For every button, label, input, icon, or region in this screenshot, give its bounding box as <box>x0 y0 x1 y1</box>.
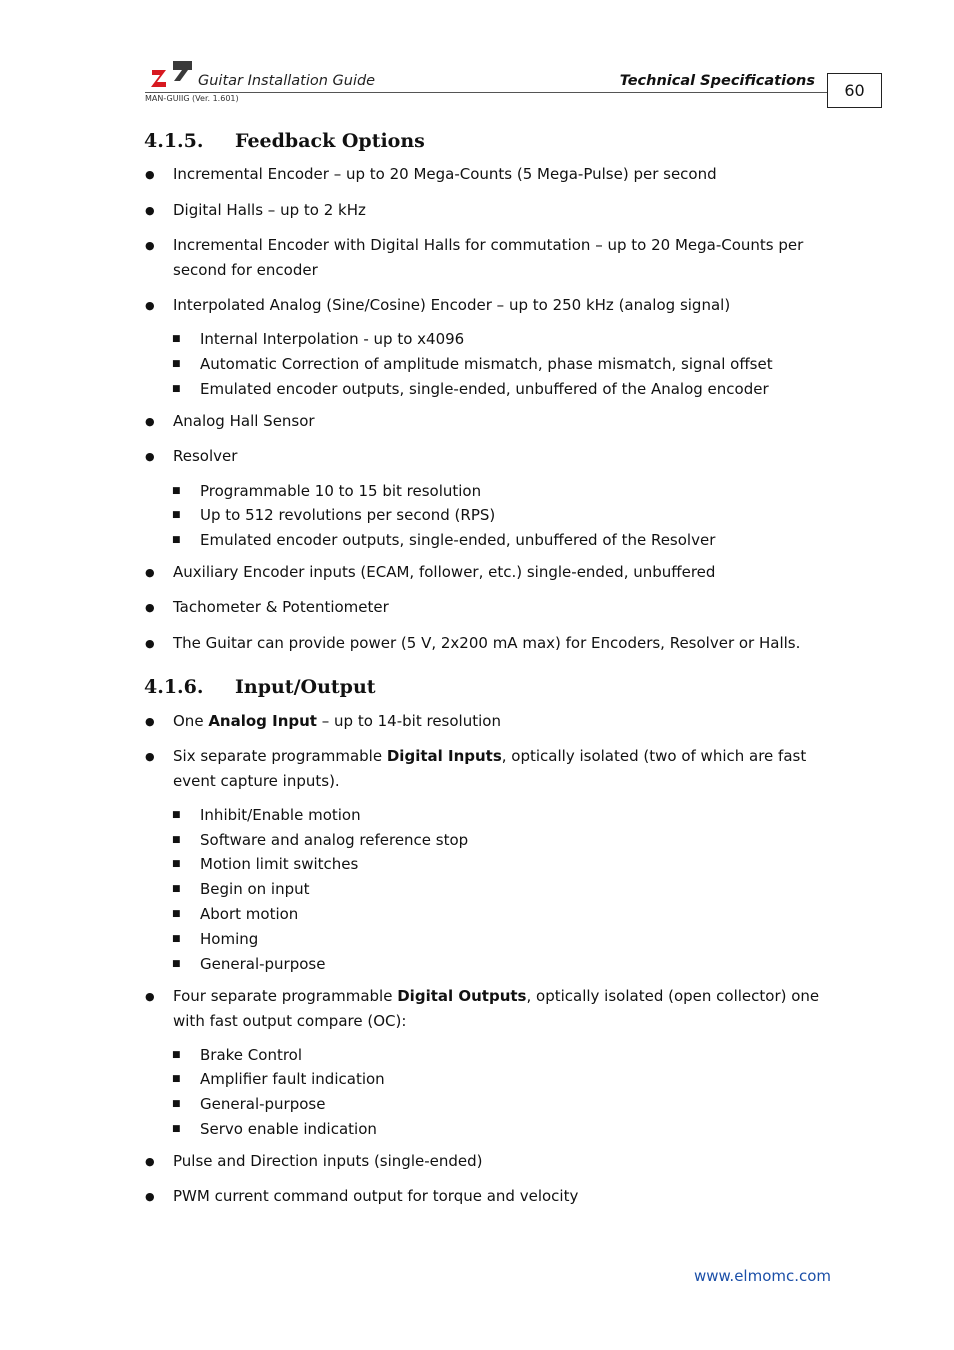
text-run: , optically isolated (open collector) one with fast output compare (OC): <box>173 987 820 1030</box>
section-title: Technical Specifications <box>619 73 815 89</box>
square-bullet-icon: ■ <box>172 535 181 545</box>
sub-list-item <box>172 1117 832 1142</box>
square-bullet-icon: ■ <box>172 384 181 394</box>
sub-list-item-text: General-purpose <box>200 955 326 973</box>
sub-list-item-text: Inhibit/Enable motion <box>200 806 361 824</box>
sub-list-item <box>172 528 832 553</box>
square-bullet-icon: ■ <box>172 359 181 369</box>
list-item-text: Auxiliary Encoder inputs (ECAM, follower, etc.) single-ended, unbuffered <box>173 563 716 581</box>
page-number <box>827 73 882 108</box>
document-title: Guitar Installation Guide <box>198 73 376 89</box>
sub-list-item <box>172 503 832 528</box>
sub-list-item-text: Emulated encoder outputs, single-ended, unbuffered of the Analog encoder <box>200 380 769 398</box>
list-item-text: Incremental Encoder – up to 20 Mega-Counts (5 Mega-Pulse) per second <box>173 165 717 183</box>
sub-list-item-text: Automatic Correction of amplitude mismatch, phase mismatch, signal offset <box>200 355 773 373</box>
list-item-text: Tachometer & Potentiometer <box>173 598 389 616</box>
list-item <box>145 560 835 585</box>
list-item <box>145 595 835 620</box>
bullet-icon: ● <box>145 204 155 217</box>
bold-term: Digital Outputs <box>397 987 527 1005</box>
section-number: 4.1.5. <box>144 130 204 152</box>
list-item-text: Interpolated Analog (Sine/Cosine) Encoder – up to 250 kHz (analog signal) <box>173 296 731 314</box>
section-heading-text: Feedback Options <box>235 130 425 152</box>
sub-list-item-text: Abort motion <box>200 905 299 923</box>
list-item <box>145 709 835 734</box>
list-item <box>145 744 835 794</box>
elmo-logo <box>148 58 194 88</box>
text-run: One <box>173 712 209 730</box>
sub-list-item <box>172 1092 832 1117</box>
list-item <box>145 444 835 469</box>
list-item <box>145 631 835 656</box>
sub-list-item-text: Motion limit switches <box>200 855 359 873</box>
page-header <box>145 56 885 106</box>
sub-list-item <box>172 828 832 853</box>
sub-list-item-text: Emulated encoder outputs, single-ended, unbuffered of the Resolver <box>200 531 716 549</box>
square-bullet-icon: ■ <box>172 1124 181 1134</box>
sub-list-item-text: Servo enable indication <box>200 1120 377 1138</box>
bullet-icon: ● <box>145 715 155 728</box>
square-bullet-icon: ■ <box>172 835 181 845</box>
sub-list-item <box>172 803 832 828</box>
list-item <box>145 1149 835 1174</box>
text-run: – up to 14-bit resolution <box>316 712 501 730</box>
square-bullet-icon: ■ <box>172 486 181 496</box>
bullet-icon: ● <box>145 1190 155 1203</box>
header-divider <box>145 92 827 93</box>
bullet-icon: ● <box>145 1155 155 1168</box>
section-heading-text: Input/Output <box>235 676 376 698</box>
bold-term: Analog Input <box>208 712 317 730</box>
sub-list-item-text: Programmable 10 to 15 bit resolution <box>200 482 482 500</box>
list-item-text: The Guitar can provide power (5 V, 2x200 mA max) for Encoders, Resolver or Halls. <box>173 634 801 652</box>
sub-list-item <box>172 927 832 952</box>
section-number: 4.1.6. <box>144 676 204 698</box>
list-item-text: Analog Hall Sensor <box>173 412 315 430</box>
sub-list-item-text: Internal Interpolation - up to x4096 <box>200 330 465 348</box>
sub-list-item <box>172 1067 832 1092</box>
list-item-text: Incremental Encoder with Digital Halls for commutation – up to 20 Mega-Counts per second for encoder <box>173 236 804 279</box>
list-item <box>145 233 835 283</box>
square-bullet-icon: ■ <box>172 810 181 820</box>
sub-list-item-text: Up to 512 revolutions per second (RPS) <box>200 506 496 524</box>
list-item-text: Resolver <box>173 447 238 465</box>
list-item-text <box>173 744 835 794</box>
page-number-text: 60 <box>844 81 865 100</box>
footer-website-link[interactable]: www.elmomc.com <box>694 1267 832 1285</box>
bullet-icon: ● <box>145 239 155 252</box>
text-run: , optically isolated (two of which are fast event capture inputs). <box>173 747 807 790</box>
bullet-icon: ● <box>145 637 155 650</box>
text-run: Six separate programmable <box>173 747 387 765</box>
bullet-icon: ● <box>145 415 155 428</box>
list-item <box>145 984 835 1034</box>
bullet-icon: ● <box>145 566 155 579</box>
list-item-text <box>173 984 835 1034</box>
text-run: Four separate programmable <box>173 987 398 1005</box>
sub-list-item <box>172 877 832 902</box>
list-item-text: PWM current command output for torque and velocity <box>173 1187 579 1205</box>
bullet-icon: ● <box>145 450 155 463</box>
square-bullet-icon: ■ <box>172 959 181 969</box>
sub-list-item <box>172 852 832 877</box>
sub-list-item-text: Homing <box>200 930 259 948</box>
square-bullet-icon: ■ <box>172 1099 181 1109</box>
sub-list-item <box>172 327 832 352</box>
sub-list-item <box>172 377 832 402</box>
document-version: MAN-GUIIG (Ver. 1.601) <box>145 94 239 103</box>
square-bullet-icon: ■ <box>172 884 181 894</box>
square-bullet-icon: ■ <box>172 934 181 944</box>
list-item <box>145 293 835 318</box>
bullet-icon: ● <box>145 299 155 312</box>
sub-list-item <box>172 902 832 927</box>
list-item-text: Digital Halls – up to 2 kHz <box>173 201 366 219</box>
section-heading-input-output <box>144 676 376 698</box>
section-heading-feedback-options <box>144 130 425 152</box>
square-bullet-icon: ■ <box>172 510 181 520</box>
sub-list-item <box>172 1043 832 1068</box>
bullet-icon: ● <box>145 750 155 763</box>
sub-list-item <box>172 952 832 977</box>
sub-list-item-text: Brake Control <box>200 1046 303 1064</box>
list-item-text: Pulse and Direction inputs (single-ended) <box>173 1152 483 1170</box>
list-item-text <box>173 709 835 734</box>
sub-list-item-text: Software and analog reference stop <box>200 831 469 849</box>
square-bullet-icon: ■ <box>172 1074 181 1084</box>
sub-list-item <box>172 352 832 377</box>
list-item <box>145 409 835 434</box>
square-bullet-icon: ■ <box>172 1050 181 1060</box>
sub-list-item-text: Amplifier fault indication <box>200 1070 385 1088</box>
list-item <box>145 162 835 187</box>
square-bullet-icon: ■ <box>172 859 181 869</box>
bold-term: Digital Inputs <box>386 747 502 765</box>
sub-list-item <box>172 479 832 504</box>
sub-list-item-text: General-purpose <box>200 1095 326 1113</box>
bullet-icon: ● <box>145 990 155 1003</box>
bullet-icon: ● <box>145 601 155 614</box>
square-bullet-icon: ■ <box>172 909 181 919</box>
sub-list-item-text: Begin on input <box>200 880 310 898</box>
square-bullet-icon: ■ <box>172 334 181 344</box>
list-item <box>145 198 835 223</box>
list-item <box>145 1184 835 1209</box>
bullet-icon: ● <box>145 168 155 181</box>
